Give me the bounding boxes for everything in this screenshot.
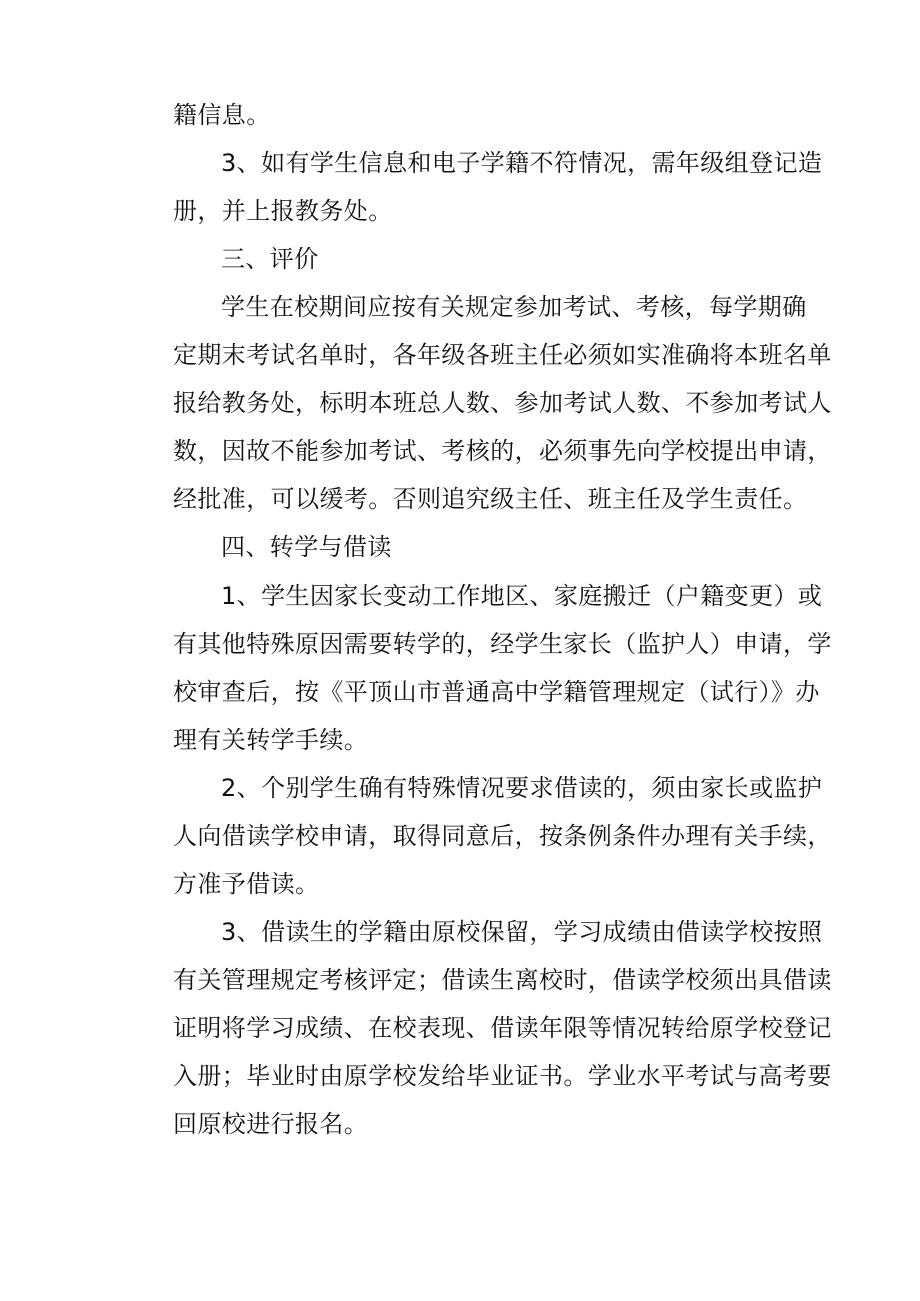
text-line: 方准予借读。 [173, 870, 320, 898]
text-line: 3、如有学生信息和电子学籍不符情况，需年级组登记造 [221, 149, 823, 177]
text-line: 有关管理规定考核评定；借读生离校时，借读学校须出具借读 [173, 966, 832, 994]
text-line: 人向借读学校申请，取得同意后，按条例条件办理有关手续， [173, 822, 832, 850]
text-line: 证明将学习成绩、在校表现、借读年限等情况转给原学校登记 [173, 1014, 832, 1042]
text-line: 有其他特殊原因需要转学的，经学生家长（监护人）申请，学 [173, 630, 832, 658]
text-line: 报给教务处，标明本班总人数、参加考试人数、不参加考试人 [173, 389, 832, 417]
text-line: 校审查后，按《平顶山市普通高中学籍管理规定（试行）》办 [173, 678, 820, 706]
text-line: 籍信息。 [173, 101, 271, 129]
text-line: 入册；毕业时由原学校发给毕业证书。学业水平考试与高考要 [173, 1062, 832, 1090]
text-line: 数，因故不能参加考试、考核的，必须事先向学校提出申请， [173, 437, 832, 465]
section-heading: 四、转学与借读 [221, 533, 392, 561]
text-line: 册，并上报教务处。 [173, 197, 393, 225]
text-line: 3、借读生的学籍由原校保留，学习成绩由借读学校按照 [221, 918, 823, 946]
text-line: 理有关转学手续。 [173, 726, 369, 754]
section-heading: 三、评价 [221, 245, 319, 273]
text-line: 1、学生因家长变动工作地区、家庭搬迁（户籍变更）或 [221, 582, 823, 610]
text-line: 2、个别学生确有特殊情况要求借读的，须由家长或监护 [221, 774, 823, 802]
text-line: 学生在校期间应按有关规定参加考试、考核，每学期确 [221, 293, 807, 321]
text-line: 回原校进行报名。 [173, 1110, 369, 1138]
text-line: 定期末考试名单时，各年级各班主任必须如实准确将本班名单 [173, 341, 832, 369]
text-line: 经批准，可以缓考。否则追究级主任、班主任及学生责任。 [173, 485, 808, 513]
